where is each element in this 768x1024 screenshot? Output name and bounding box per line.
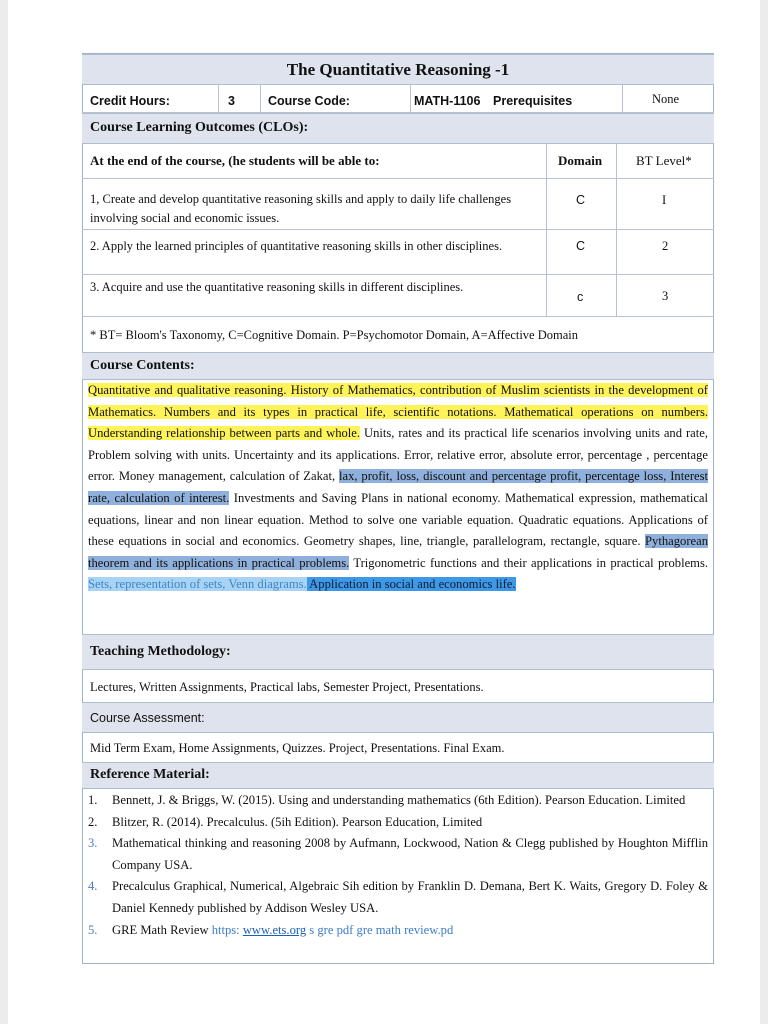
course-title: The Quantitative Reasoning -1 [82,54,714,85]
teaching-text: Lectures, Written Assignments, Practical labs, Semester Project, Presentations. [90,680,484,694]
bt-level-header: BT Level* [636,153,692,168]
course-code-value: MATH-1106 [414,94,481,108]
clo-row-3-domain: c [577,290,584,304]
clo-heading: Course Learning Outcomes (CLOs): [90,120,309,135]
credit-hours-value: 3 [228,94,235,108]
teaching-heading: Teaching Methodology: [90,644,231,659]
credit-hours-label: Credit Hours: [90,94,170,108]
clo-row-3-level: 3 [662,289,669,303]
reference-item: 5. GRE Math Review https: www.ets.org s gre pdf gre math review.pd [88,922,454,937]
prerequisites-label: Prerequisites [493,94,573,108]
contents-highlight-bright-blue: Application in social and economics life. [306,577,516,592]
domain-header: Domain [558,153,603,168]
reference-item: 1. Bennett, J. & Briggs, W. (2015). Using and understanding mathematics (6th Edition). Pearson Education. Limited [88,793,686,807]
clo-row-1-level: I [662,193,667,207]
contents-highlight-blue-1: lax, profit, loss, discount and percentage profit, percentage loss, Interest rate, calculation of interest. [88,469,708,505]
reference-heading: Reference Material: [90,767,210,782]
course-contents-text: Quantitative and qualitative reasoning. History of Mathematics, contribution of Muslim scientists in the development of Mathematics. Numbers and its types in practical life, scientific notations. Mathematical operations on numbers. Understanding relationship between parts and whole. Units, rates and its practical life scenarios involving units and rate, Problem solving with units. Uncertainty and its applications. Error, relative error, absolute error, percentage , percentage error. Money management, calculation of Zakat, lax, profit, loss, discount and percentage profit, percentage loss, Interest rate, calculation of interest. Investments and Saving Plans in national economy. Mathematical expression, mathematical equations, linear and non linear equation. Method to solve one variable equation. Quadratic equations. Applications of these equations in social and economics. Geometry shapes, line, triangle, parallelogram, rectangle, square. Pythagorean theorem and its applications in practical problems. Trigonometric functions and their applications in practical problems. Sets, representation of sets, Venn diagrams. Application in social and economics life. [88,383,709,592]
clo-row-1-domain: C [576,193,586,207]
reference-item: 3. Mathematical thinking and reasoning 2008 by Aufmann, Lockwood, Nation & Clegg published by Houghton Mifflin Company USA. [88,836,708,872]
assessment-heading: Course Assessment: [90,711,205,725]
course-code-label: Course Code: [268,94,350,108]
prerequisites-value: None [652,92,680,106]
reference-list [88,790,708,941]
clo-table-header: At the end of the course, (he students will be able to: [90,153,380,168]
assessment-text: Mid Term Exam, Home Assignments, Quizzes. Project, Presentations. Final Exam. [90,741,505,755]
reference-item: 4. Precalculus Graphical, Numerical, Algebraic Sih edition by Franklin D. Demana, Bert K. Waits, Gregory D. Foley & Daniel Kennedy published by Addison Wesley USA. [88,879,708,915]
course-contents-heading: Course Contents: [90,358,195,373]
clo-row-3-text: 3. Acquire and use the quantitative reasoning skills in different disciplines. [90,280,464,294]
clo-footnote: * BT= Bloom's Taxonomy, C=Cognitive Domain. P=Psychomotor Domain, A=Affective Domain [90,328,579,342]
contents-highlight-blue-2: Pythagorean theorem and its applications in practical problems. [88,534,708,570]
clo-row-1-text: 1, Create and develop quantitative reasoning skills and apply to daily life challenges involving social and economic issues. [90,192,512,225]
clo-row-2-domain: C [576,239,586,253]
clo-row-2-text: 2. Apply the learned principles of quantitative reasoning skills in other disciplines. [90,239,503,253]
contents-highlight-yellow: Quantitative and qualitative reasoning. History of Mathematics, contribution of Muslim scientists in the development of Mathematics. Numbers and its types in practical life, scientific notations. Mathematical operations on numbers. Understanding relationship between parts and whole. [88,383,708,441]
contents-highlight-light-blue: Sets, representation of sets, Venn diagrams. [88,577,307,592]
ets-link[interactable]: https: www.ets.org s gre pdf gre math review.pd [211,922,454,937]
clo-row-2-level: 2 [662,239,669,253]
reference-item: 2. Blitzer, R. (2014). Precalculus. (5ih Edition). Pearson Education, Limited [88,814,483,829]
